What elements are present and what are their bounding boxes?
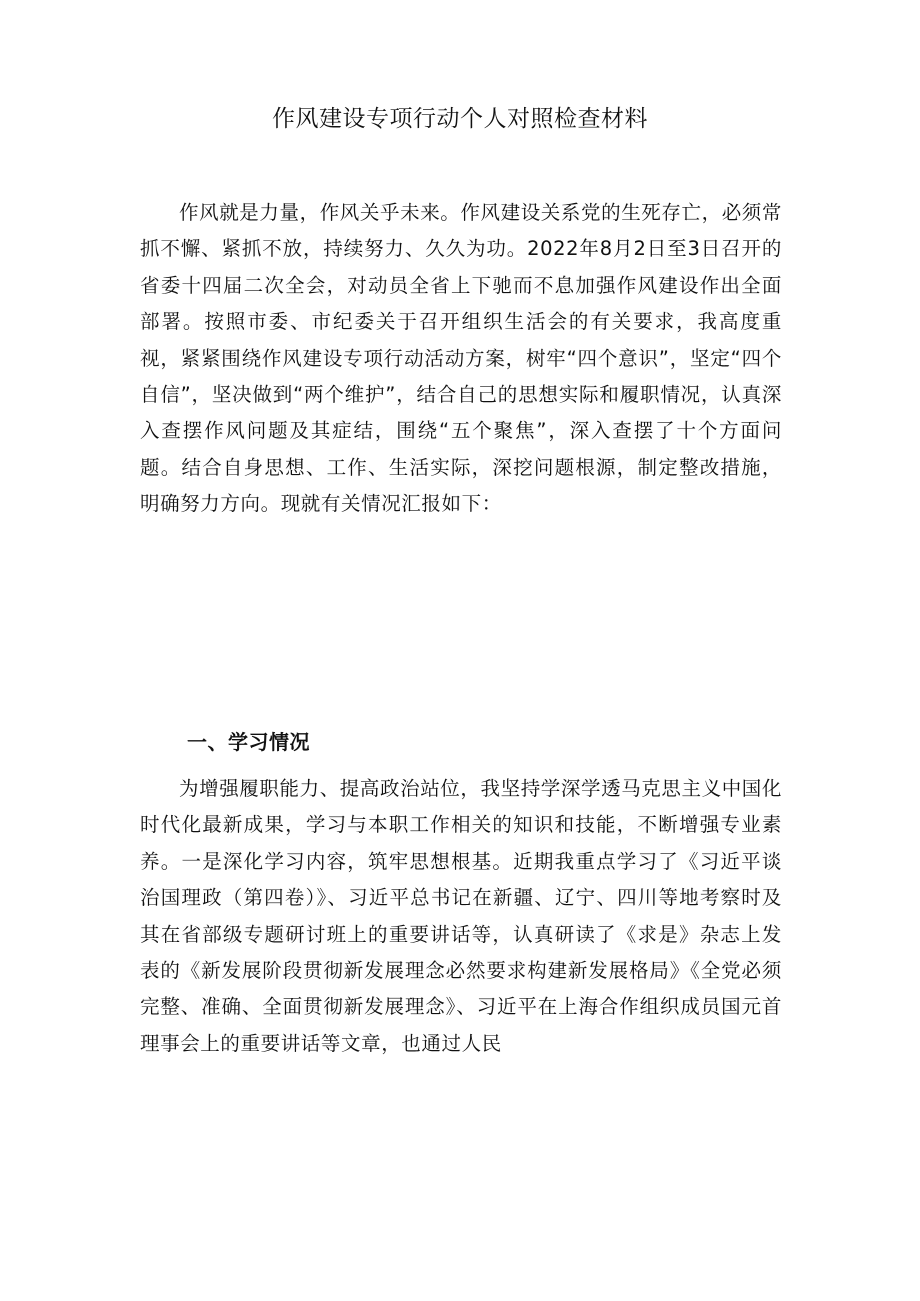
document-title: 作风建设专项行动个人对照检查材料	[272, 106, 648, 132]
study-paragraph: 为增强履职能力、提高政治站位，我坚持学深学透马克思主义中国化时代化最新成果，学习与本职工作相关的知识和技能，不断增强专业素养。一是深化学习内容，筑牢思想根基。近期我重点学习了《习近平谈治国理政（第四卷）》、习近平总书记在新疆、辽宁、四川等地考察时及其在省部级专题研讨班上的重要讲话等，认真研读了《求是》杂志上发表的《新发展阶段贯彻新发展理念必然要求构建新发展格局》《全党必须完整、准确、全面贯彻新发展理念》、习近平在上海合作组织成员国元首理事会上的重要讲话等文章，也通过人民	[140, 777, 783, 1055]
intro-paragraph: 作风就是力量，作风关乎未来。作风建设关系党的生死存亡，必须常抓不懈、紧抓不放，持续努力、久久为功。2022年8月2日至3日召开的省委十四届二次全会，对动员全省上下驰而不息加强作风建设作出全面部署。按照市委、市纪委关于召开组织生活会的有关要求，我高度重视，紧紧围绕作风建设专项行动活动方案，树牢“四个意识”，坚定“四个自信”，坚决做到“两个维护”，结合自己的思想实际和履职情况，认真深入查摆作风问题及其症结，围绕“五个聚焦”，深入查摆了十个方面问题。结合自身思想、工作、生活实际，深挖问题根源，制定整改措施，明确努力方向。现就有关情况汇报如下：	[140, 201, 783, 516]
section-heading-study: 一、学习情况	[187, 730, 310, 754]
